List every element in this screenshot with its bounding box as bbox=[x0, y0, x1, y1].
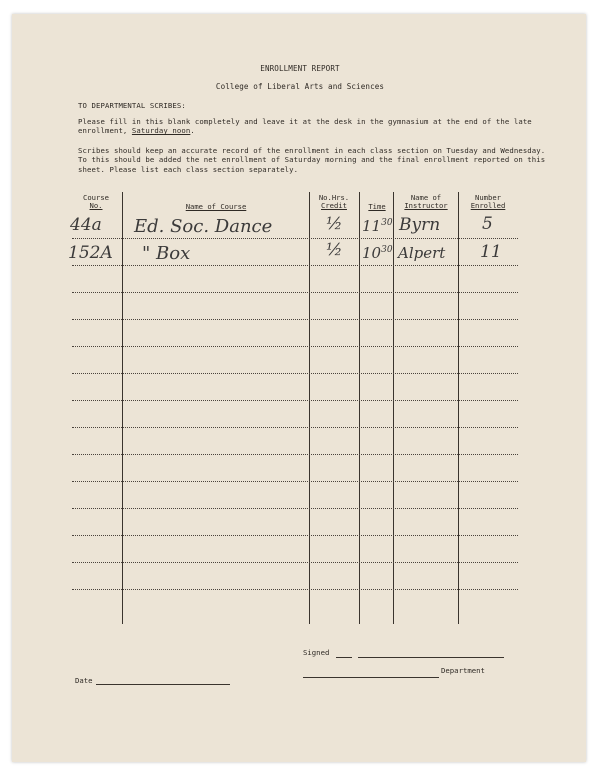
signed-line bbox=[358, 657, 504, 658]
table-row-line bbox=[72, 265, 518, 266]
table-row-line bbox=[72, 400, 518, 401]
table-row-line bbox=[72, 589, 518, 590]
row-2-instructor: Alpert bbox=[398, 244, 446, 262]
header-course-name bbox=[124, 203, 308, 211]
header-time bbox=[360, 203, 394, 211]
table-row-line bbox=[72, 238, 518, 239]
row-1-course-name: Ed. Soc. Dance bbox=[134, 216, 273, 237]
table-row-line bbox=[72, 535, 518, 536]
department-line bbox=[303, 677, 439, 678]
report-title: ENROLLMENT REPORT bbox=[260, 64, 340, 73]
column-divider bbox=[359, 192, 360, 624]
row-1-time-hour: 11 bbox=[362, 217, 382, 235]
row-2-credit: ½ bbox=[326, 240, 343, 260]
instruction-1-end: . bbox=[190, 126, 195, 136]
signed-label: Signed bbox=[303, 648, 330, 657]
row-2-time-hour: 10 bbox=[362, 244, 382, 262]
college-name: College of Liberal Arts and Sciences bbox=[215, 82, 385, 91]
row-1-time-minutes: 30 bbox=[381, 218, 393, 228]
header-time-label: Time bbox=[368, 202, 386, 211]
row-1-instructor: Byrn bbox=[399, 215, 441, 235]
table-row-line bbox=[72, 562, 518, 563]
row-1-credit: ½ bbox=[326, 214, 343, 234]
date-line bbox=[96, 684, 230, 685]
header-course-no-line2: No. bbox=[89, 201, 103, 211]
column-divider bbox=[393, 192, 394, 624]
table-row-line bbox=[72, 454, 518, 455]
row-2-course-name: " Box bbox=[142, 243, 191, 264]
header-credit-line1: No.Hrs. bbox=[318, 193, 350, 202]
instruction-1-text: Please fill in this blank completely and leave it at the desk in the gymnasium at the end of the late enrollment, bbox=[78, 117, 532, 136]
row-2-course-no: 152A bbox=[68, 243, 113, 263]
date-label: Date bbox=[75, 676, 93, 685]
enrollment-table bbox=[68, 192, 518, 624]
row-2-enrolled: 11 bbox=[480, 242, 502, 262]
header-course-no-line1: Course bbox=[83, 193, 109, 202]
row-1-course-no: 44a bbox=[70, 215, 102, 235]
table-row-line bbox=[72, 346, 518, 347]
column-divider bbox=[309, 192, 310, 624]
header-course-name-label: Name of Course bbox=[185, 202, 247, 211]
header-instructor-line2: Instructor bbox=[404, 201, 448, 211]
table-row-line bbox=[72, 292, 518, 293]
header-credit-hours bbox=[310, 194, 358, 210]
table-row-line bbox=[72, 427, 518, 428]
column-divider bbox=[458, 192, 459, 624]
header-enrolled-line2: Enrolled bbox=[470, 201, 506, 211]
signed-line-short bbox=[336, 657, 352, 658]
header-enrolled bbox=[460, 194, 516, 210]
table-row-line bbox=[72, 319, 518, 320]
table-row-line bbox=[72, 373, 518, 374]
header-instructor-line1: Name of bbox=[410, 193, 442, 202]
row-1-enrolled: 5 bbox=[482, 214, 493, 234]
row-2-time-minutes: 30 bbox=[381, 245, 393, 255]
addressee: TO DEPARTMENTAL SCRIBES: bbox=[78, 101, 186, 110]
row-2-time bbox=[362, 244, 393, 262]
row-1-time bbox=[362, 217, 393, 235]
instruction-paragraph-2: Scribes should keep an accurate record of the enrollment in each class section on Tuesday and Wednesday. To this should be added the net enrollment of Saturday morning and the final enrollment reported on this sheet. Please list each class section separately. bbox=[78, 146, 546, 174]
table-row-line bbox=[72, 481, 518, 482]
instruction-1-deadline: Saturday noon bbox=[131, 126, 191, 136]
department-label: Department bbox=[441, 666, 485, 675]
table-row-line bbox=[72, 508, 518, 509]
header-course-no bbox=[72, 194, 120, 210]
instruction-paragraph-1 bbox=[78, 117, 548, 136]
column-divider bbox=[122, 192, 123, 624]
header-enrolled-line1: Number bbox=[475, 193, 501, 202]
header-instructor bbox=[394, 194, 458, 210]
header-credit-line2: Credit bbox=[321, 201, 347, 211]
